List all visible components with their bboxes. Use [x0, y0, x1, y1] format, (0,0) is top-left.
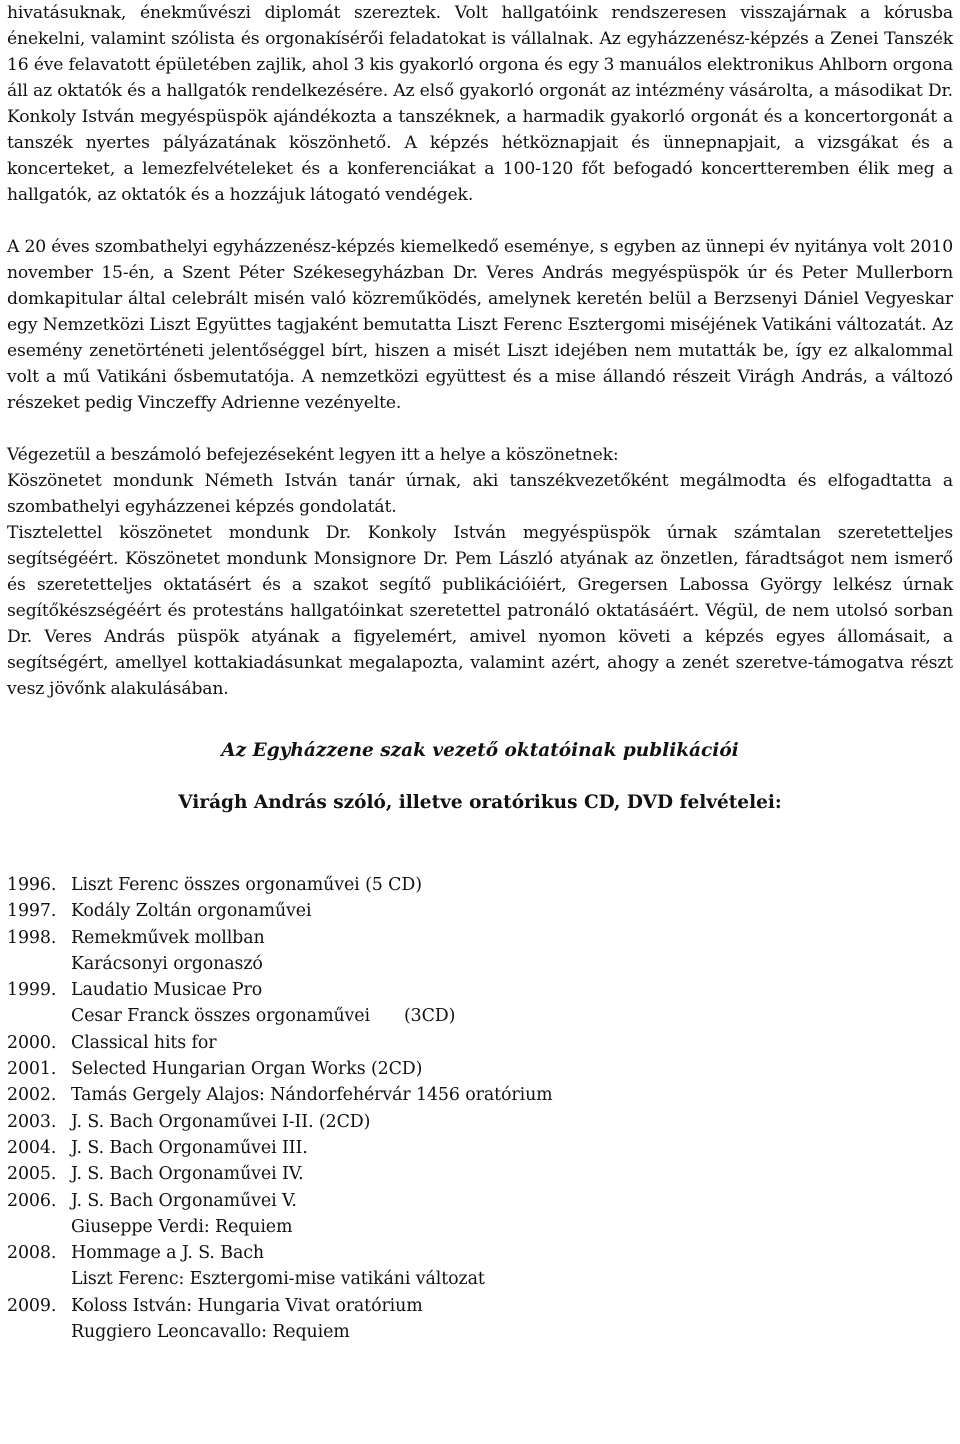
list-item	[7, 1240, 953, 1266]
recording-title: J. S. Bach Orgonaművei V.	[71, 1190, 297, 1211]
list-item	[7, 1082, 953, 1108]
year-label: 2003.	[7, 1111, 57, 1132]
recording-title: Laudatio Musicae Pro	[71, 980, 263, 1001]
recordings-list	[7, 872, 953, 1345]
list-item	[7, 898, 953, 924]
recording-title: Hommage a J. S. Bach	[71, 1243, 264, 1264]
year-label: 1996.	[7, 875, 57, 895]
list-item	[7, 977, 953, 1003]
year-label: 1998.	[7, 927, 57, 948]
paragraph-training-history: hivatásuknak, énekművészi diplomát szereztek. Volt hallgatóink rendszeresen visszajárnak a kórusba énekelni, valamint szólista és orgonakísérői feladatokat is vállalnak. Az egyházzenész-képzés a Zenei Tanszék 16 éve felavatott épületében zajlik, ahol 3 kis gyakorló orgona és egy 3 manuálos elektronikus Ahlborn orgona áll az oktatók és a hallgatók rendelkezésére. Az első gyakorló orgonát az intézmény vásárolta, a másodikat Dr. Konkoly István megyéspüspök ajándékozta a tanszéknek, a harmadik gyakorló orgonát és a koncertorgonát a tanszék nyertes pályázatának köszönhető. A képzés hétköznapjait és ünnepnapjait, a vizsgákat és a koncerteket, a lemezfelvételeket és a konferenciákat a 100-120 főt befogadó koncertteremben élik meg a hallgatók, az oktatók és a hozzájuk látogató vendégek.	[7, 3, 953, 205]
list-item	[7, 1188, 953, 1214]
recording-title: Kodály Zoltán orgonaművei	[71, 901, 312, 922]
recording-title: Classical hits for	[71, 1032, 217, 1053]
recording-title: Liszt Ferenc: Esztergomi-mise vatikáni változat	[71, 1269, 485, 1290]
spacer	[7, 416, 953, 442]
recording-title: Cesar Franck összes orgonaművei	[71, 1006, 370, 1027]
list-item	[7, 1293, 953, 1319]
recording-title: Karácsonyi orgonaszó	[71, 953, 263, 974]
paragraph-thanks-intro: Végezetül a beszámoló befejezéseként legyen itt a helye a köszönetnek:	[7, 445, 619, 465]
recording-title: Selected Hungarian Organ Works (2CD)	[71, 1059, 423, 1080]
year-label: 2004.	[7, 1137, 57, 1158]
recording-title: Giuseppe Verdi: Requiem	[71, 1216, 293, 1237]
recordings-heading: Virágh András szóló, illetve oratórikus CD, DVD felvételei:	[178, 792, 782, 813]
list-item	[7, 1030, 953, 1056]
recording-title: J. S. Bach Orgonaművei I-II. (2CD)	[71, 1111, 371, 1132]
spacer	[7, 702, 953, 738]
recording-title: Remekművek mollban	[71, 927, 265, 948]
list-item	[7, 872, 953, 898]
year-label: 2000.	[7, 1032, 57, 1053]
list-item	[7, 1003, 953, 1029]
year-label: 2001.	[7, 1059, 57, 1080]
list-item	[7, 925, 953, 951]
paragraph-thanks-others: Tisztelettel köszönetet mondunk Dr. Konkoly István megyéspüspök úrnak számtalan szeretetteljes segítségéért. Köszönetet mondunk Monsignore Dr. Pem László atyának az önzetlen, fáradtságot nem ismerő és szeretetteljes oktatásért és a szakot segítő publikációiért, Gregersen Labossa György lelkész úrnak segítőkészségéért és protestáns hallgatóinkat szeretettel patronáló oktatásáért. Végül, de nem utolsó sorban Dr. Veres András püspök atyának a figyelemért, amivel nyomon követi a képzés egyes állomásait, a segítségért, amellyel kottakiadásunkat megalapozta, valamint azért, ahogy a zenét szeretve-támogatva részt vesz jövőnk alakulásában.	[7, 523, 953, 699]
year-label: 2008.	[7, 1243, 57, 1264]
year-label: 1999.	[7, 980, 57, 1001]
recording-title: Tamás Gergely Alajos: Nándorfehérvár 1456 oratórium	[71, 1085, 553, 1106]
recording-title: Ruggiero Leoncavallo: Requiem	[71, 1322, 350, 1343]
year-label: 1997.	[7, 901, 57, 922]
list-item	[7, 1109, 953, 1135]
spacer	[7, 816, 953, 872]
paragraph-anniversary-event: A 20 éves szombathelyi egyházzenész-képzés kiemelkedő eseménye, s egyben az ünnepi év nyitánya volt 2010 november 15-én, a Szent Péter Székesegyházban Dr. Veres András megyéspüspök úr és Peter Mullerborn domkapitular által celebrált misén való közreműködés, amelynek keretén belül a Berzsenyi Dániel Vegyeskar egy Nemzetközi Liszt Együttes tagjaként bemutatta Liszt Ferenc Esztergomi miséjének Vatikáni változatát. Az esemény zenetörténeti jelentőséggel bírt, hiszen a misét Liszt idejében nem mutatták be, így ez alkalommal volt a mű Vatikáni ősbemutatója. A nemzetközi együttest és a mise állandó részeit Virágh András, a változó részeket pedig Vinczeffy Adrienne vezényelte.	[7, 237, 953, 413]
paragraph-thanks-nemeth: Köszönetet mondunk Németh István tanár úrnak, aki tanszékvezetőként megálmodta és elfogadtatta a szombathelyi egyházzenei képzés gondolatát.	[7, 471, 953, 517]
spacer	[7, 764, 953, 790]
disc-count: (3CD)	[403, 1006, 456, 1027]
recording-title: Liszt Ferenc összes orgonaművei (5 CD)	[71, 875, 422, 895]
recording-title: Koloss István: Hungaria Vivat oratórium	[71, 1295, 423, 1316]
publications-heading: Az Egyházzene szak vezető oktatóinak publikációi	[221, 740, 739, 761]
spacer	[7, 208, 953, 234]
year-label: 2005.	[7, 1164, 57, 1185]
list-item	[7, 1135, 953, 1161]
year-label: 2009.	[7, 1295, 57, 1316]
list-item	[7, 1056, 953, 1082]
list-item	[7, 1161, 953, 1187]
year-label: 2002.	[7, 1085, 57, 1106]
year-label: 2006.	[7, 1190, 57, 1211]
recording-title: J. S. Bach Orgonaművei III.	[71, 1137, 308, 1158]
recording-title: J. S. Bach Orgonaművei IV.	[71, 1164, 304, 1185]
